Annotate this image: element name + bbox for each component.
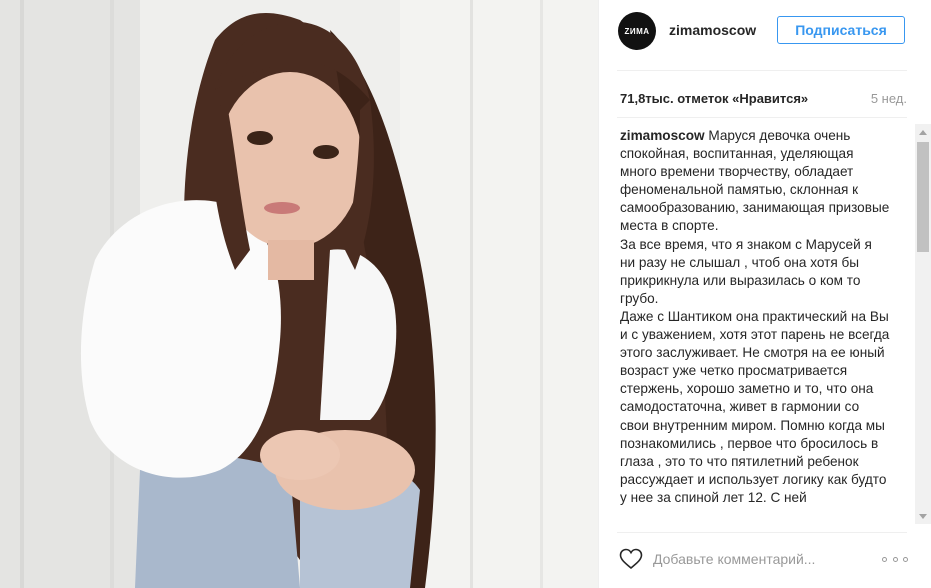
- avatar[interactable]: ZИМА: [618, 12, 656, 50]
- caption: [620, 127, 890, 523]
- scrollbar-thumb[interactable]: [917, 142, 929, 252]
- divider: [617, 532, 907, 533]
- comment-input[interactable]: [653, 550, 853, 568]
- like-button[interactable]: [619, 548, 643, 570]
- ellipsis-icon: [882, 557, 887, 562]
- caption-text: Маруся девочка очень спокойная, воспитанная, уделяющая много времени творчеству, обладает феноменальной памятью, склонная к самообразованию, занимающая призовые места в спорте. За все время, что я знаком с Марусей я ни разу не слышал , чтоб она хотя бы прикрикнула или выразилась о ком то грубо. Даже с Шантиком она практический на Вы и с уважением, хотя этот парень не всегда этого заслуживает. Не смотря на ее юный возраст уже четко просматривается стержень, хорошо заметно и то, что она самодостаточна, живет в гармонии со свои внутренним миром. Помню когда мы познакомились , первое что бросилось в глаза , это то что пятилетний ребенок рассуждает и использует логику как будто у нее за спиной лет 12. С ней: [620, 128, 890, 505]
- caption-username-link[interactable]: zimamoscow: [620, 128, 705, 143]
- ellipsis-icon: [903, 557, 908, 562]
- arrow-down-icon[interactable]: [915, 508, 931, 524]
- ellipsis-icon: [893, 557, 898, 562]
- username-link[interactable]: zimamoscow: [669, 22, 757, 38]
- caption-scrollbar[interactable]: [915, 124, 931, 524]
- post-time[interactable]: 5 нед.: [870, 91, 907, 106]
- follow-button[interactable]: Подписаться: [777, 16, 905, 44]
- post-header: [599, 0, 931, 70]
- arrow-up-icon[interactable]: [915, 124, 931, 140]
- heart-outline-icon: [619, 548, 643, 570]
- likes-count[interactable]: 71,8тыс. отметок «Нравится»: [620, 91, 809, 106]
- divider: [617, 70, 907, 71]
- more-options-button[interactable]: [882, 552, 908, 566]
- divider: [598, 0, 599, 588]
- divider: [617, 117, 907, 118]
